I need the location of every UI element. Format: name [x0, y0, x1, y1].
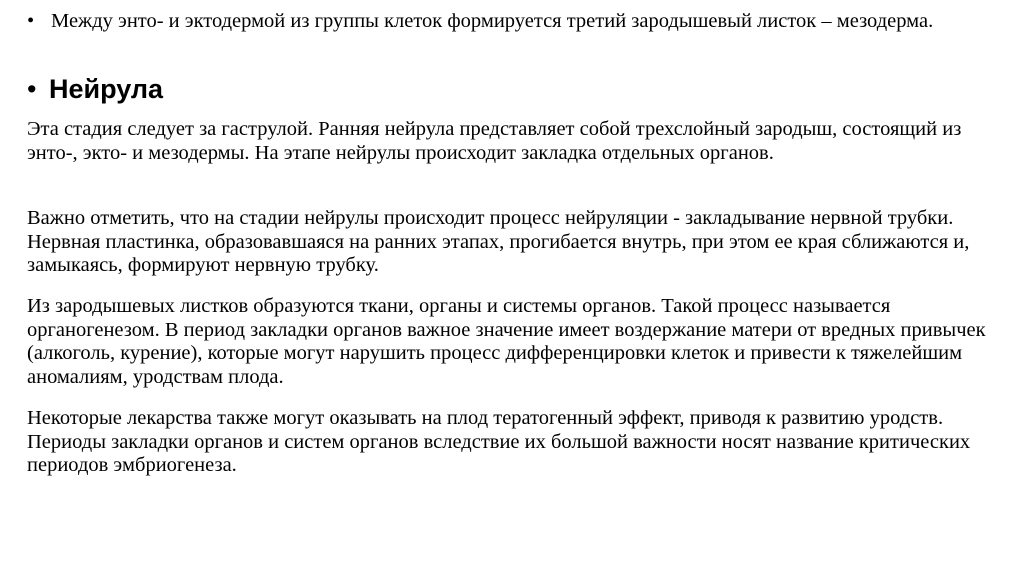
intro-bullet: [27, 10, 987, 33]
section-heading-text: Нейрула: [49, 74, 164, 104]
paragraph-gastrula: Эта стадия следует за гаструлой. Ранняя нейрула представляет собой трехслойный зародыш, состоящий из энто-, экто- и мезодермы. На этапе нейрулы происходит закладка отдельных органов.: [27, 118, 962, 164]
paragraph-neurulation: Важно отметить, что на стадии нейрулы происходит процесс нейруляции - закладывание нервной трубки. Нервная пластинка, образовавшаяся на ранних этапах, прогибается внутрь, при этом ее края сближаются и, замыкаясь, формируют нервную трубку.: [27, 207, 970, 277]
paragraph-teratogenic: Некоторые лекарства также могут оказывать на плод тератогенный эффект, приводя к развитию уродств. Периоды закладки органов и систем органов вследствие их большой важности носят название критических периодов эмбриогенеза.: [27, 407, 971, 477]
section-heading: [27, 72, 163, 106]
paragraph-organogenesis: Из зародышевых листков образуются ткани, органы и системы органов. Такой процесс называется органогенезом. В период закладки органов важное значение имеет воздержание матери от вредных привычек (алкоголь, курение), которые могут нарушить процесс дифференцировки клеток и привести к тяжелейшим аномалиям, уродствам плода.: [27, 295, 986, 388]
intro-bullet-text: Между энто- и эктодермой из группы клеток формируется третий зародышевый листок – мезодерма.: [51, 10, 934, 32]
bullet-marker: •: [27, 74, 37, 104]
bullet-marker: •: [27, 10, 35, 32]
